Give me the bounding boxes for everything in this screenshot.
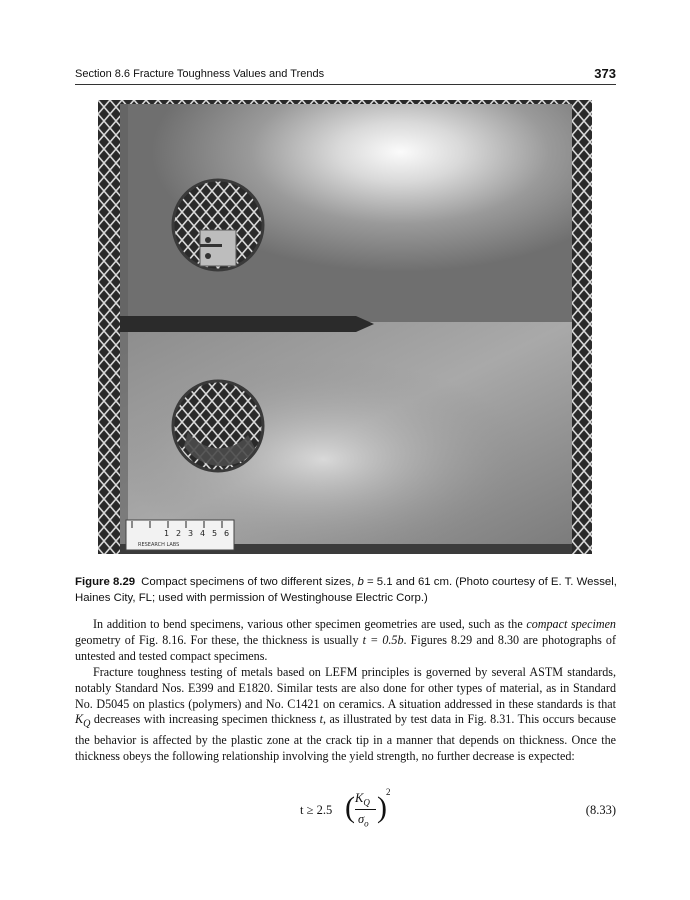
figure-caption: [75, 574, 620, 606]
ruler-tick-label: 4: [200, 529, 206, 538]
caption-variable: b: [357, 576, 364, 588]
ruler-tick-label: 6: [224, 529, 230, 538]
inline-math: t = 0.5b: [362, 632, 404, 647]
section-title: Section 8.6 Fracture Toughness Values and Trends: [75, 68, 325, 80]
equation-number: (8.33): [585, 803, 616, 817]
equation-lhs: t ≥ 2.5: [300, 803, 333, 817]
equation-8-33: [75, 785, 616, 837]
figure-photo: [98, 100, 592, 554]
equation-exponent: 2: [386, 787, 391, 797]
small-compact-specimen: [200, 230, 236, 266]
inline-math: t: [319, 712, 324, 727]
paragraph: Fracture toughness testing of metals based on LEFM principles is governed by several ASTM standards, notably Standard Nos. E399 and E1820. Similar tests are also done for other types of material, as in Standard No. D5045 on plastics (polymers) and No. C1421 on ceramics. A situation addressed in these standards is that $K_Q$ decreases with increasing specimen thickness t, as illustrated by test data in Fig. 8.31. This occurs because the behavior is affected by the plastic zone at the crack tip in a manner that depends on thickness. Once the thickness obeys the following relationship involving the yield strength, no further decrease is expected:: [75, 664, 616, 763]
ruler-tick-label: 1: [164, 529, 170, 538]
caption-text: = 5.1 and 61 cm. (Photo courtesy of E. T. Wessel, Haines City, FL; used with permission of Westinghouse Electric Corp.): [75, 576, 617, 604]
equation-paren-left: (: [345, 791, 355, 824]
ruler-tick-label: 2: [176, 529, 182, 538]
compact-specimens-photo: [98, 100, 592, 554]
crack-notch: [120, 316, 374, 332]
caption-text: Compact specimens of two different sizes,: [141, 576, 358, 588]
equation-numerator: $K_Q$: [355, 791, 370, 808]
ruler-brand-text: RESEARCH LABS: [138, 542, 180, 548]
scale-ruler: [126, 520, 234, 550]
paragraph: In addition to bend specimens, various other specimen geometries are used, such as the compact specimen geometry of Fig. 8.16. For these, the thickness is usually t = 0.5b. Figures 8.29 and 8.30 are photographs of untested and tested compact specimens.: [75, 617, 617, 663]
figure-label: Figure 8.29: [75, 576, 136, 588]
running-head: [75, 66, 616, 84]
fraction-bar: [355, 809, 376, 810]
ruler-tick-label: 3: [188, 529, 194, 538]
page-number: 373: [594, 66, 616, 81]
ruler-tick-label: 5: [212, 529, 218, 538]
body-text: [75, 617, 616, 765]
header-rule: [75, 84, 616, 85]
equation-paren-right: ): [377, 791, 387, 824]
inline-math: $K_Q$: [75, 712, 91, 730]
emphasis: compact specimen: [526, 617, 616, 631]
equation-denominator: $\sigma_o$: [358, 812, 369, 829]
